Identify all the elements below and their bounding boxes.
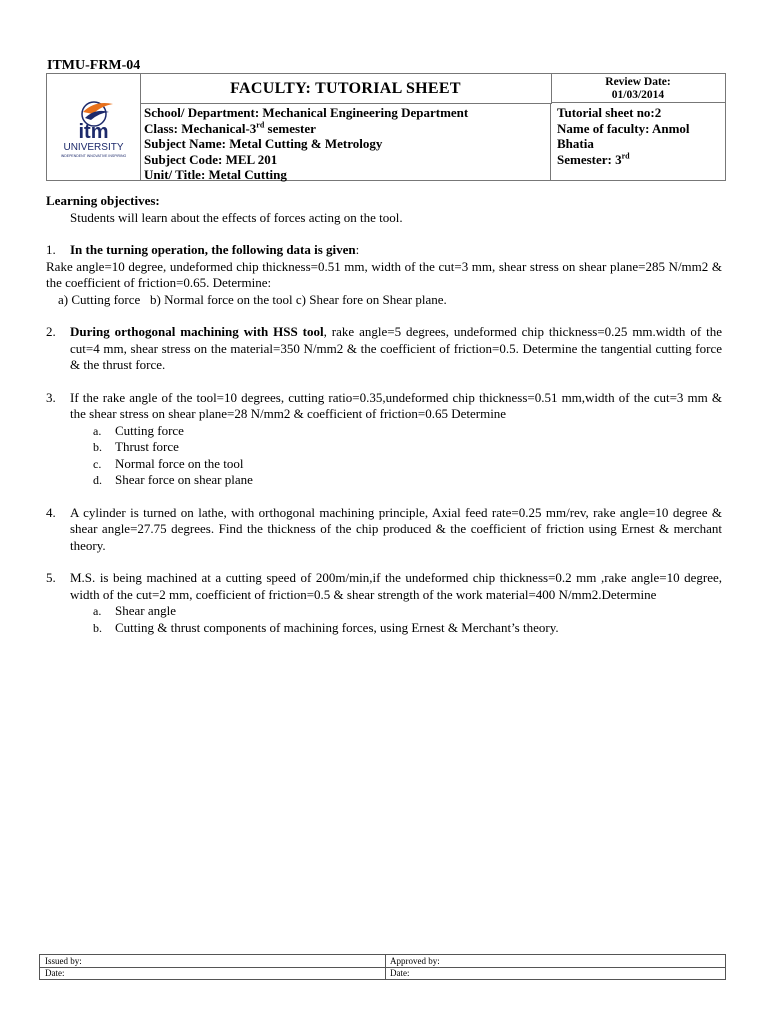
date-label: Date: <box>45 968 65 978</box>
semester-line: Semester: 3rd <box>557 151 630 167</box>
question-1: 1. In the turning operation, the following data is given: Rake angle=10 degree, undeformed chip thickness=0.51 mm, width of the cut=3 mm, shear stress on shear plane=285 N/mm2 & the coefficient of friction=0.65. Determine: a) Cutting force b) Normal force on the tool c) Shear fore on Shear plane. <box>46 242 722 307</box>
sheet-info-cell <box>551 103 725 180</box>
question-5 <box>46 570 722 636</box>
subject-name: Subject Name: Metal Cutting & Metrology <box>144 136 383 151</box>
question-body: M.S. is being machined at a cutting speed of 200m/min,if the undeformed chip thickness=0.2 mm ,rake angle=10 degree, width of the cut=2 mm, coefficient of friction=0.5 & shear strength of the work material=400 N/mm2.Determine <box>70 570 722 602</box>
question-5-items <box>46 603 722 636</box>
class-line: Class: Mechanical-3rd semester <box>144 120 316 136</box>
tutorial-content <box>46 193 722 636</box>
info-cell <box>140 103 551 180</box>
question-number: 2. <box>46 324 56 339</box>
footer-divider <box>385 955 386 979</box>
review-cell <box>551 74 725 103</box>
question-body: If the rake angle of the tool=10 degrees, cutting ratio=0.35,undeformed chip thickness=0.51 mm,width of the cut=3 mm & the shear stress on shear plane=28 N/mm2 & coefficient of friction=0.65 Determine <box>70 389 722 421</box>
list-item: b. Thrust force <box>93 439 179 454</box>
footer-row <box>40 967 725 979</box>
date-label: Date: <box>390 968 410 978</box>
question-number: 4. <box>46 504 56 520</box>
question-parts: a) Cutting force b) Normal force on the tool c) Shear fore on Shear plane. <box>58 291 447 307</box>
form-id: ITMU-FRM-04 <box>47 58 141 73</box>
question-4 <box>46 505 722 555</box>
review-date: 01/03/2014 <box>611 89 665 101</box>
logo-cell <box>47 74 141 180</box>
question-number: 3. <box>46 389 56 405</box>
list-item: c. Normal force on the tool <box>93 455 244 471</box>
footer-table <box>39 954 726 980</box>
tutorial-number: Tutorial sheet no:2 <box>557 105 662 120</box>
list-item: a. Shear angle <box>93 603 177 618</box>
header-table <box>46 73 726 181</box>
unit-title: Unit/ Title: Metal Cutting <box>144 167 287 182</box>
question-body: A cylinder is turned on lathe, with orthogonal machining principle, Axial feed rate=0.25 mm/rev, rake angle=10 degree & shear angle=27.75 degrees. Find the thickness of the chip produced & the coefficient of friction using Ernest & merchant theory. <box>70 504 722 553</box>
sheet-title: FACULTY: TUTORIAL SHEET <box>140 74 552 104</box>
school-department: School/ Department: Mechanical Engineering Department <box>144 105 469 120</box>
subject-code: Subject Code: MEL 201 <box>144 151 278 167</box>
question-heading: During orthogonal machining with HSS tool <box>70 324 324 339</box>
logo-sub: UNIVERSITY <box>63 142 124 153</box>
approved-by-label: Approved by: <box>390 956 440 966</box>
question-3-items <box>46 423 722 489</box>
question-number: 1. <box>46 242 56 257</box>
list-item: b. Cutting & thrust components of machining forces, using Ernest & Merchant’s theory. <box>93 619 559 635</box>
list-item: d. Shear force on shear plane <box>93 472 253 487</box>
faculty-name: Name of faculty: Anmol Bhatia <box>557 120 690 151</box>
review-label: Review Date: <box>605 76 671 88</box>
issued-by-label: Issued by: <box>45 956 82 966</box>
question-body: , rake angle=5 degrees, undeformed chip thickness=0.25 mm.width of the cut=4 mm, shear stress on the material=350 N/mm2 & the coefficient of friction=0.5. Determine the tangential cutting force & the thrust force. <box>70 324 722 372</box>
question-heading: In the turning operation, the following data is given <box>70 242 356 257</box>
learning-objectives-text: Students will learn about the effects of forces acting on the tool. <box>70 209 403 225</box>
list-item: a. Cutting force <box>93 422 184 438</box>
question-body: Rake angle=10 degree, undeformed chip thickness=0.51 mm, width of the cut=3 mm, shear stress on shear plane=285 N/mm2 & the coefficient of friction=0.65. Determine: <box>46 258 722 290</box>
question-2 <box>46 324 722 374</box>
logo-text: itm <box>78 121 109 143</box>
question-number: 5. <box>46 570 56 585</box>
logo-tagline: INDEPENDENT INNOVATIVE INSPIRING <box>60 154 127 158</box>
learning-objectives-title: Learning objectives: <box>46 193 160 208</box>
question-3 <box>46 390 722 489</box>
